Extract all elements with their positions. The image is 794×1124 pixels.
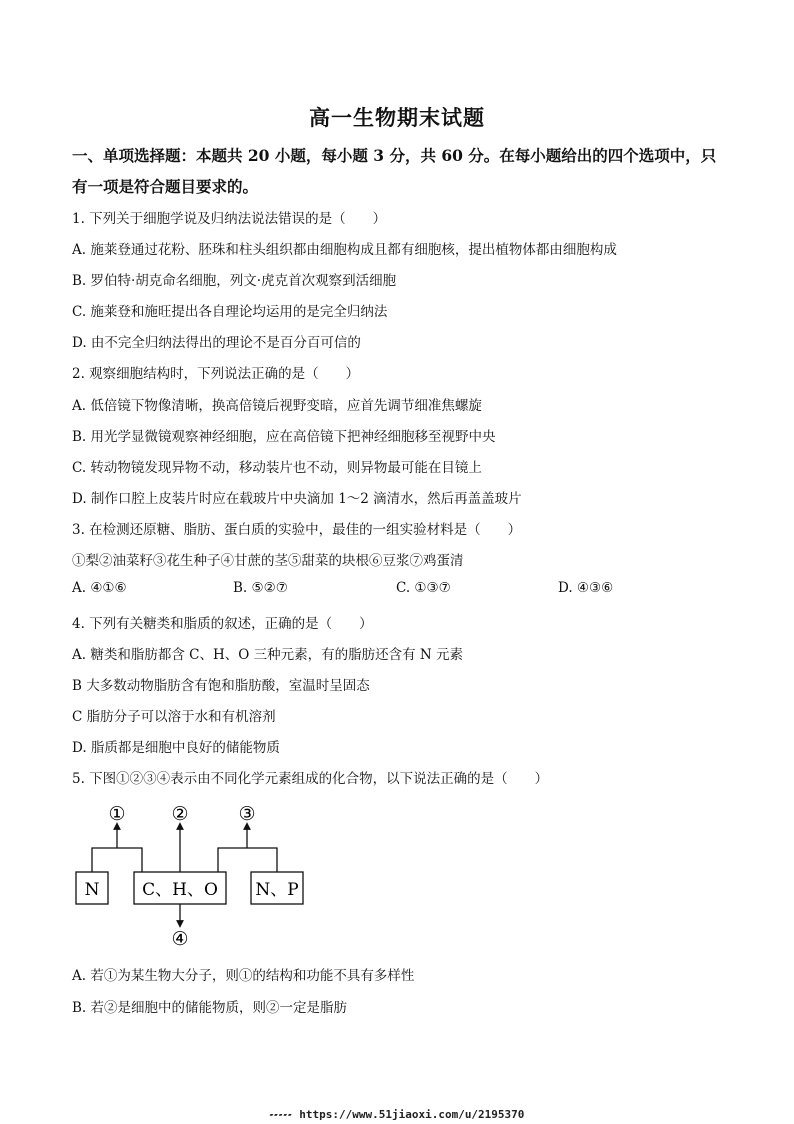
label-compound-4: ④: [171, 928, 189, 950]
question-3-option-a: A. ④①⑥: [72, 580, 127, 596]
label-compound-2: ②: [171, 803, 189, 825]
box-cho-label: C、H、O: [142, 880, 218, 900]
connector-1: [92, 848, 142, 872]
question-5-option-a: A. 若①为某生物大分子，则①的结构和功能不具有多样性: [72, 968, 415, 984]
question-1-option-b: B. 罗伯特·胡克命名细胞，列文·虎克首次观察到活细胞: [72, 273, 397, 289]
question-3-option-d: D. ④③⑥: [558, 580, 614, 596]
question-1-option-d: D. 由不完全归纳法得出的理论不是百分百可信的: [72, 335, 361, 351]
question-5-option-b: B. 若②是细胞中的储能物质，则②一定是脂肪: [72, 1000, 348, 1016]
question-2-stem: 2. 观察细胞结构时，下列说法正确的是（ ）: [72, 366, 360, 382]
question-4-option-b: B 大多数动物脂肪含有饱和脂肪酸，室温时呈固态: [72, 678, 370, 694]
label-compound-1: ①: [108, 803, 126, 825]
question-3-option-b: B. ⑤②⑦: [233, 580, 288, 596]
question-4-stem: 4. 下列有关糖类和脂质的叙述，正确的是（ ）: [72, 616, 373, 632]
connector-3: [218, 848, 277, 872]
footer-url[interactable]: https://www.51jiaoxi.com/u/2195370: [299, 1108, 525, 1121]
question-1-option-c: C. 施莱登和施旺提出各自理论均运用的是完全归纳法: [72, 304, 388, 320]
question-3-option-c: C. ①③⑦: [396, 580, 451, 596]
page-title: 高一生物期末试题: [309, 105, 485, 130]
question-2-option-d: D. 制作口腔上皮装片时应在载玻片中央滴加 1～2 滴清水，然后再盖盖玻片: [72, 491, 522, 507]
section-heading-line-1: 一、单项选择题：本题共 20 小题，每小题 3 分，共 60 分。在每小题给出的四个选项中，只: [72, 146, 717, 165]
question-2-option-a: A. 低倍镜下物像清晰，换高倍镜后视野变暗，应首先调节细准焦螺旋: [72, 398, 482, 414]
question-4-option-a: A. 糖类和脂肪都含 C、H、O 三种元素，有的脂肪还含有 N 元素: [72, 647, 463, 663]
footer-watermark: [0, 1108, 794, 1121]
question-4-option-d: D. 脂质都是细胞中良好的储能物质: [72, 740, 280, 756]
box-n-label: N: [84, 880, 100, 900]
section-heading-line-2: 有一项是符合题目要求的。: [72, 177, 259, 196]
question-2-option-c: C. 转动物镜发现异物不动，移动装片也不动，则异物最可能在目镜上: [72, 460, 482, 476]
question-5-stem: 5. 下图①②③④表示由不同化学元素组成的化合物，以下说法正确的是（ ）: [72, 771, 549, 787]
footer-mark: ▰▰▰▰▰: [269, 1111, 293, 1119]
question-4-option-c: C 脂肪分子可以溶于水和有机溶剂: [72, 709, 276, 725]
question-1-option-a: A. 施莱登通过花粉、胚珠和柱头组织都由细胞构成且都有细胞核，提出植物体都由细胞构成: [72, 242, 617, 258]
label-compound-3: ③: [238, 803, 256, 825]
question-3-materials: ①梨②油菜籽③花生种子④甘蔗的茎⑤甜菜的块根⑥豆浆⑦鸡蛋清: [72, 553, 464, 569]
box-np-label: N、P: [255, 880, 299, 900]
question-3-stem: 3. 在检测还原糖、脂肪、蛋白质的实验中，最佳的一组实验材料是（ ）: [72, 522, 522, 538]
question-2-option-b: B. 用光学显微镜观察神经细胞，应在高倍镜下把神经细胞移至视野中央: [72, 429, 496, 445]
element-composition-diagram: [74, 800, 304, 950]
question-1-stem: 1. 下列关于细胞学说及归纳法说法错误的是（ ）: [72, 211, 387, 227]
